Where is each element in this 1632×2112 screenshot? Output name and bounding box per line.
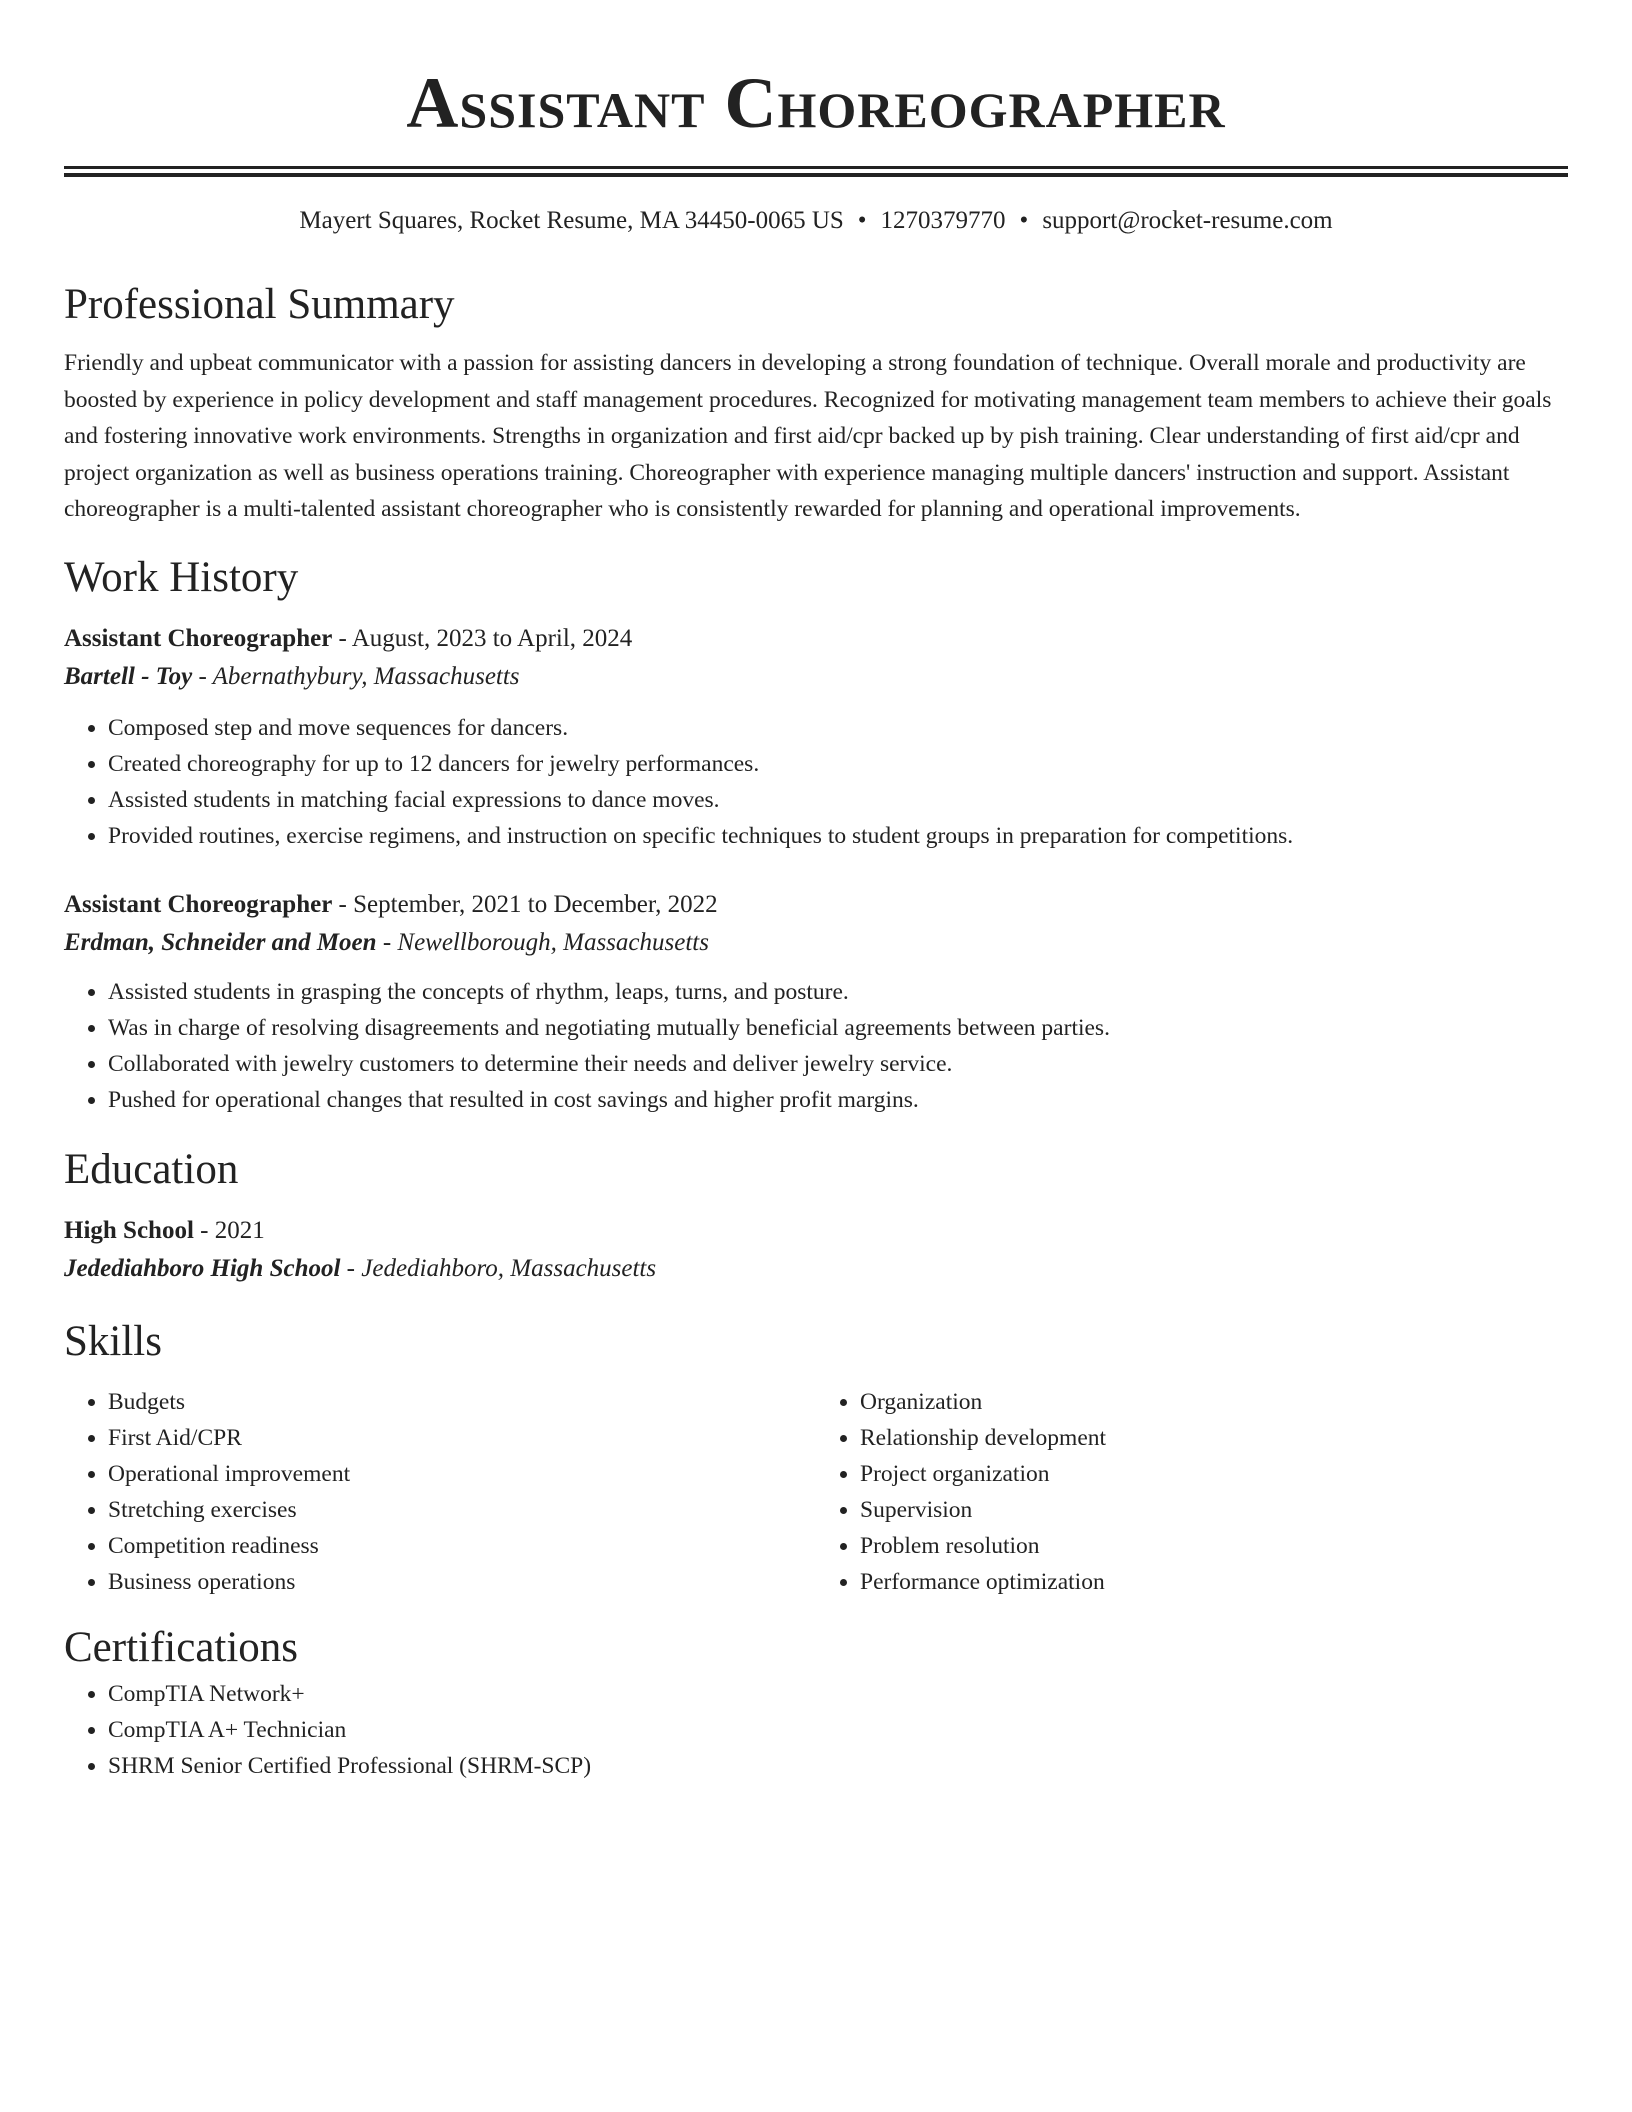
job-bullet-list [64, 974, 1568, 1118]
job-location: - Abernathybury, Massachusetts [192, 662, 520, 690]
skill-item: • Budgets [108, 1384, 816, 1420]
header-double-rule [64, 166, 1568, 177]
education-entry [64, 1212, 1568, 1288]
job-bullet-list [64, 710, 1568, 854]
certifications-list [64, 1676, 1568, 1784]
skill-item: • Competition readiness [108, 1528, 816, 1564]
skill-item: • Operational improvement [108, 1456, 816, 1492]
education-school: Jedediahboro High School [64, 1254, 341, 1282]
job-company-line [64, 658, 1568, 696]
job-role: Assistant Choreographer [64, 890, 333, 918]
job-company-line [64, 924, 1568, 962]
skill-item: • Project organization [860, 1456, 1568, 1492]
contact-line [64, 203, 1568, 239]
skill-item: • Problem resolution [860, 1528, 1568, 1564]
skill-item: • Organization [860, 1384, 1568, 1420]
skills-list-right [816, 1384, 1568, 1600]
job-bullet: • Created choreography for up to 12 dancers for jewelry performances. [108, 746, 1568, 782]
education-school-line [64, 1250, 1568, 1288]
job-bullet: • Composed step and move sequences for dancers. [108, 710, 1568, 746]
job-bullet: • Assisted students in grasping the concepts of rhythm, leaps, turns, and posture. [108, 974, 1568, 1010]
certification-item: • CompTIA Network+ [108, 1676, 1568, 1712]
skill-item: • Business operations [108, 1564, 816, 1600]
skill-item: • Supervision [860, 1492, 1568, 1528]
job-bullet: • Collaborated with jewelry customers to determine their needs and deliver jewelry service. [108, 1046, 1568, 1082]
contact-address: Mayert Squares, Rocket Resume, MA 34450-0065 US [299, 207, 844, 234]
section-title-summary: Professional Summary [64, 281, 455, 328]
section-title-skills: Skills [64, 1317, 162, 1365]
resume-name: Assistant Choreographer [406, 63, 1226, 143]
job-bullet: • Was in charge of resolving disagreements and negotiating mutually beneficial agreements between parties. [108, 1010, 1568, 1046]
job-dates: - September, 2021 to December, 2022 [332, 890, 718, 918]
job-header [64, 620, 1568, 658]
job-dates: - August, 2023 to April, 2024 [332, 624, 633, 652]
education-degree: High School [64, 1216, 194, 1244]
education-year: - 2021 [193, 1216, 265, 1244]
job-entry [64, 886, 1568, 1118]
skill-item: • Performance optimization [860, 1564, 1568, 1600]
job-company: Erdman, Schneider and Moen [64, 928, 377, 956]
job-bullet: • Provided routines, exercise regimens, and instruction on specific techniques to student groups in preparation for competitions. [108, 818, 1568, 854]
skills-grid [64, 1384, 1568, 1600]
contact-email: support@rocket-resume.com [1042, 207, 1333, 234]
job-company: Bartell - Toy [64, 662, 193, 690]
job-entry [64, 620, 1568, 854]
job-role: Assistant Choreographer [64, 624, 333, 652]
skill-item: • First Aid/CPR [108, 1420, 816, 1456]
job-bullet: • Pushed for operational changes that resulted in cost savings and higher profit margins. [108, 1082, 1568, 1118]
certification-item: • CompTIA A+ Technician [108, 1712, 1568, 1748]
certification-item: • SHRM Senior Certified Professional (SHRM-SCP) [108, 1748, 1568, 1784]
job-location: - Newellborough, Massachusetts [376, 928, 709, 956]
section-title-education: Education [64, 1145, 239, 1193]
skills-list-left [64, 1384, 816, 1600]
contact-phone: 1270379770 [880, 207, 1006, 234]
skill-item: • Relationship development [860, 1420, 1568, 1456]
skill-item: • Stretching exercises [108, 1492, 816, 1528]
section-title-certifications: Certifications [64, 1623, 299, 1671]
contact-separator: • [857, 207, 867, 234]
section-title-work-history: Work History [64, 553, 299, 601]
education-header [64, 1212, 1568, 1250]
job-bullet: • Assisted students in matching facial expressions to dance moves. [108, 782, 1568, 818]
contact-separator: • [1019, 207, 1029, 234]
education-location: - Jedediahboro, Massachusetts [340, 1254, 657, 1282]
job-header [64, 886, 1568, 924]
summary-text: Friendly and upbeat communicator with a passion for assisting dancers in developing a strong foundation of technique. Overall morale and productivity are boosted by experience in policy development and staff management procedures. Recognized for motivating management team members to achieve their goals and fostering innovative work environments. Strengths in organization and first aid/cpr backed up by pish training. Clear understanding of first aid/cpr and project organization as well as business operations training. Choreographer with experience managing multiple dancers' instruction and support. Assistant choreographer is a multi-talented assistant choreographer who is consistently rewarded for planning and operational improvements. [64, 350, 1552, 522]
